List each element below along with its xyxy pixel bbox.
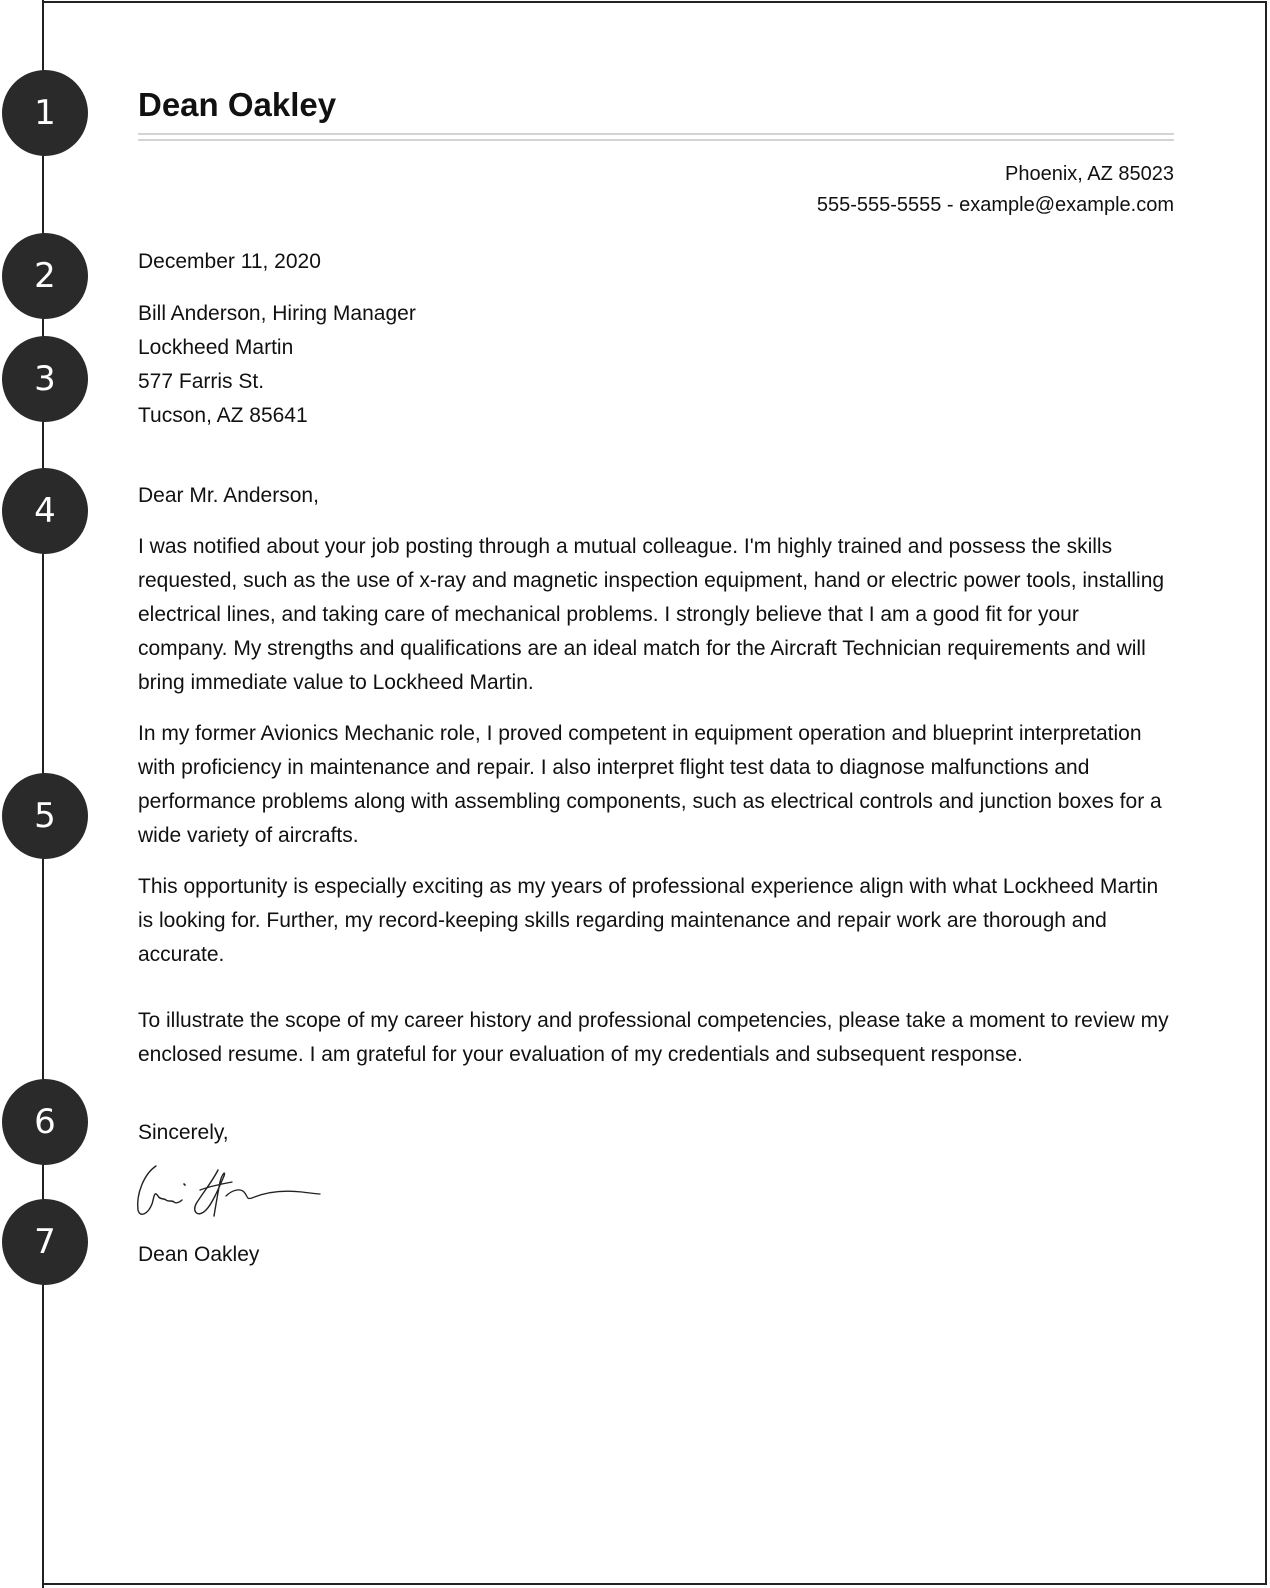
recipient-city: Tucson, AZ 85641: [138, 404, 308, 427]
header-divider-top: [138, 133, 1174, 135]
closing: Sincerely,: [138, 1121, 229, 1144]
section-marker-3: 3: [2, 336, 88, 422]
body-paragraph-4: To illustrate the scope of my career history and professional competencies, please take a moment to review my enclosed resume. I am grateful for your evaluation of my credentials and subsequent response.: [138, 1009, 1169, 1066]
sender-phone-email: 555-555-5555 - example@example.com: [816, 194, 1174, 216]
section-marker-7: 7: [2, 1199, 88, 1285]
body-paragraph-1: I was notified about your job posting through a mutual colleague. I'm highly trained and possess the skills requested, such as the use of x-ray and magnetic inspection equipment, hand or electric power tools, installing electrical lines, and taking care of mechanical problems. I strongly believe that I am a good fit for your company. My strengths and qualifications are an ideal match for the Aircraft Technician requirements and will bring immediate value to Lockheed Martin.: [138, 535, 1165, 694]
sender-name: Dean Oakley: [138, 86, 337, 123]
body-paragraph-3: This opportunity is especially exciting as my years of professional experience align with what Lockheed Martin is looking for. Further, my record-keeping skills regarding maintenance and repair work are thorough and accurate.: [138, 875, 1159, 966]
recipient-company: Lockheed Martin: [138, 336, 294, 359]
section-marker-5: 5: [2, 773, 88, 859]
section-marker-6: 6: [2, 1079, 88, 1165]
signature-name: Dean Oakley: [138, 1243, 260, 1266]
sender-contact: [817, 159, 1174, 221]
signature-image: [134, 1160, 324, 1228]
recipient-address: [138, 297, 1174, 433]
sender-location: Phoenix, AZ 85023: [1004, 163, 1174, 185]
header-divider-bottom: [138, 139, 1174, 141]
body-paragraph-2: In my former Avionics Mechanic role, I proved competent in equipment operation and blueprint interpretation with proficiency in maintenance and repair. I also interpret flight test data to diagnose malfunctions and performance problems along with assembling components, such as electrical controls and junction boxes for a wide variety of aircrafts.: [138, 722, 1162, 847]
letter-date: December 11, 2020: [138, 250, 321, 273]
recipient-street: 577 Farris St.: [138, 370, 265, 393]
section-marker-4: 4: [2, 468, 88, 554]
section-marker-2: 2: [2, 233, 88, 319]
section-marker-1: 1: [2, 70, 88, 156]
salutation: Dear Mr. Anderson,: [138, 484, 319, 507]
recipient-name-title: Bill Anderson, Hiring Manager: [138, 302, 416, 325]
